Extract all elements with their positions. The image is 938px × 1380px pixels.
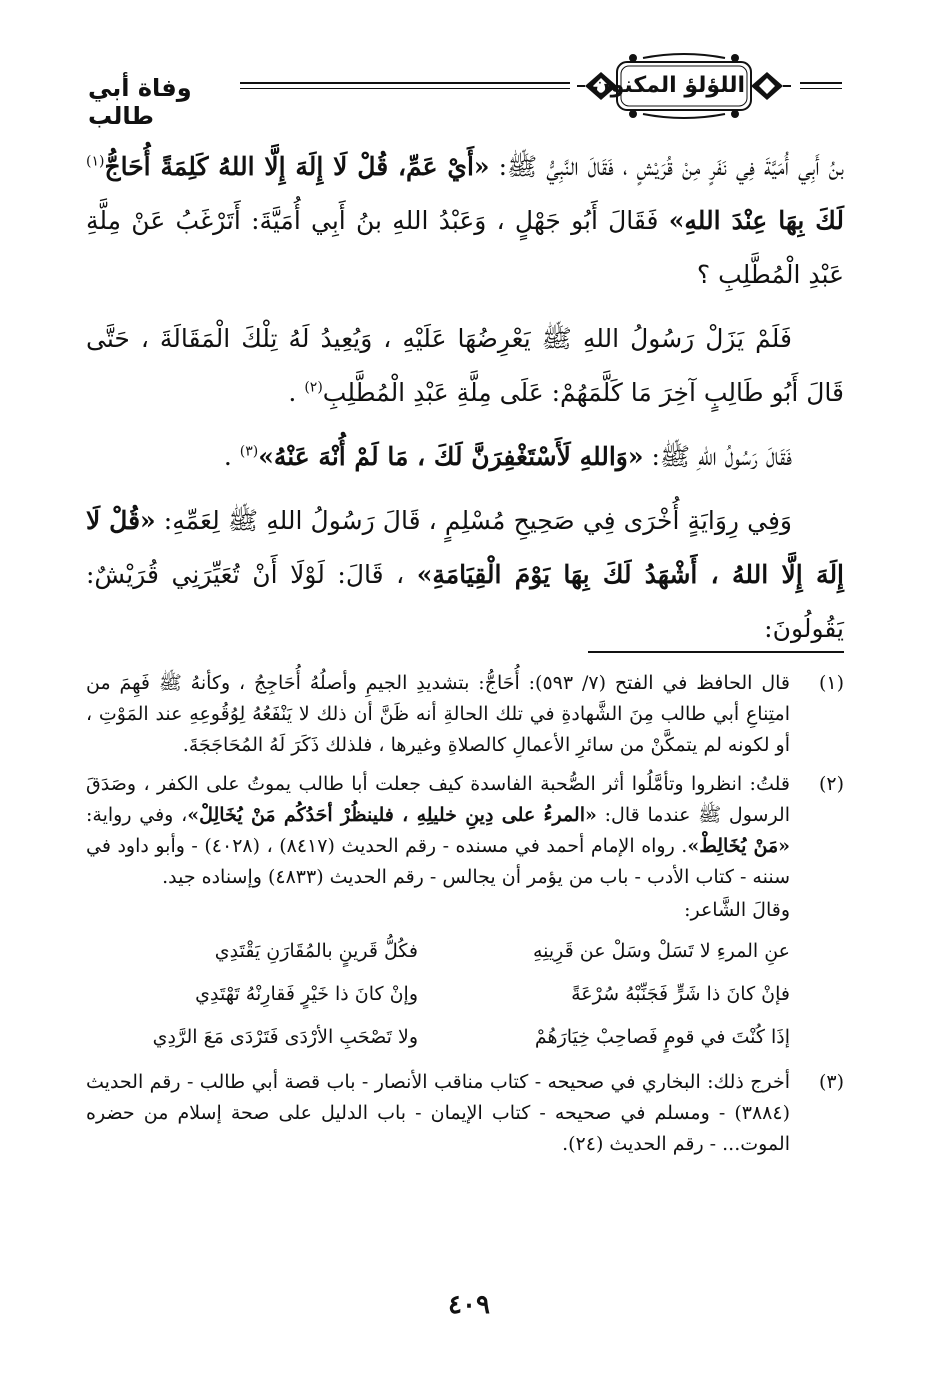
- footnote-number: (١): [818, 672, 844, 694]
- footnote-text: أخرج ذلك: البخاري في صحيحه - كتاب مناقب الأنصار - باب قصة أبي طالب - رقم الحديث (٣٨٨٤) - ومسلم في صحيحه - كتاب الإيمان - باب الدليل على صحة إسلام من حضره الموت... - رقم الحديث (٢٤).: [86, 1071, 790, 1155]
- chapter-title: وفاة أبي طالب: [88, 74, 192, 130]
- prophet-quote: «وَاللهِ لَأَسْتَغْفِرَنَّ لَكَ ، مَا لَمْ أُنْهَ عَنْهُ»: [258, 442, 644, 471]
- prophet-quote: «قُلْ لَا إِلَهَ إِلَّا اللهُ ، أَشْهَدُ لَكَ بِهَا يَوْمَ الْقِيَامَةِ»: [86, 506, 845, 589]
- book-title-ornament: [573, 52, 795, 122]
- header-rule: [800, 88, 842, 89]
- text-run: فَقَالَ رَسُولُ اللهِ ﷺ:: [643, 442, 792, 471]
- poet-intro: وقالَ الشَّاعر:: [684, 899, 790, 921]
- paragraph: [86, 312, 844, 420]
- footnote-text: قال الحافظ في الفتح (٧/ ٥٩٣): أُحَاجُّ: بتشديدِ الجيمِ وأصلُهُ أُحَاجِجُ ، وكأنهُ ﷺ فَهِمَ من امتِناعِ أبي طالب مِنَ الشَّهادةِ في تلك الحالةِ أنه ظَنَّ أن ذلك لا يَنْفَعُهُ لِوُقُوعِهِ عند المَوْتِ ، أو لكونه لم يتمكَّنْ من سائرِ الأعمالِ كالصلاةِ وغيرها ، فلذلك ذَكَرَ لَهُ المُحَاجَجَةَ.: [86, 672, 790, 756]
- footnote-separator: [588, 651, 844, 653]
- prophet-quote: «أَيْ عَمِّ، قُلْ لَا إِلَهَ إِلَّا اللهُ كَلِمَةً أُحَاجُّ: [104, 152, 490, 181]
- poem-verse-second-half: ولا تَصْحَبِ الأرْدَى فَتَرْدَى مَعَ الرَّدِي: [152, 1026, 418, 1048]
- poem-verse-first-half: عنِ المرءِ لا تَسَلْ وسَلْ عن قَرِينِهِ: [532, 940, 790, 962]
- footnote-number: (٢): [818, 773, 844, 795]
- footnote-ref[interactable]: (١): [86, 153, 105, 170]
- main-text: [86, 140, 844, 656]
- text-run: فَقَالَ أَبُو جَهْلٍ ، وَعَبْدُ اللهِ بنُ أَبِي أُمَيَّةَ: أَتَرْغَبُ عَنْ مِلَّةِ عَبْدِ الْمُطَّلِبِ ؟: [86, 206, 844, 289]
- book-title: اللؤلؤ المكنون: [591, 73, 745, 98]
- paragraph: [86, 494, 844, 656]
- prophet-quote-end: لَكَ بِهَا عِنْدَ اللهِ»: [668, 206, 844, 235]
- hadith-quote: «مَنْ يُخَالِطْ»: [687, 835, 791, 857]
- footnote-text: قلتُ: انظروا وتأمَّلُوا أثر الصُّحبة الفاسدة كيف جعلت أبا طالب يموتُ على الكفر ، وصَدَقَ الرسول ﷺ عندما قال:: [86, 773, 791, 826]
- poem-verse-second-half: فكُلُّ قَرينٍ بالمُقَارَنِ يَقْتَدِي: [214, 940, 418, 962]
- poem-verse-first-half: فإنْ كانَ ذا شَرٍّ فَجَنِّبْهُ سُرْعَةً: [571, 983, 790, 1005]
- text-run: فَلَمْ يَزَلْ رَسُولُ اللهِ ﷺ يَعْرِضُهَا عَلَيْهِ ، وَيُعِيدُ لَهُ تِلْكَ الْمَقَالَةَ ، حَتَّى قَالَ أَبُو طَالِبٍ آخِرَ مَا كَلَّمَهُمْ: عَلَى مِلَّةِ عَبْدِ الْمُطَّلِبِ: [86, 324, 844, 407]
- running-header: [88, 52, 842, 132]
- footnote-2: [86, 769, 844, 1059]
- header-rule: [240, 82, 570, 84]
- poem-verse-second-half: وإنْ كانَ ذا خَيْرٍ فَقارِنْهُ تَهْتَدِي: [195, 983, 418, 1005]
- paragraph: [86, 140, 844, 302]
- footnote-3: [86, 1067, 844, 1160]
- header-rule: [240, 88, 570, 89]
- paragraph: [86, 430, 844, 484]
- text-run: بنُ أَبِي أُمَيَّةَ فِي نَفَرٍ مِنْ قُرَيْشٍ ، فَقَالَ النَّبِيُّ ﷺ:: [489, 152, 844, 181]
- footnote-number: (٣): [818, 1071, 844, 1093]
- footnote-ref[interactable]: (٢): [304, 379, 323, 396]
- footnotes: [86, 668, 844, 1160]
- header-rule: [800, 82, 842, 84]
- text-run: .: [288, 378, 305, 407]
- page-number: ٤٠٩: [448, 1290, 490, 1320]
- footnote-ref[interactable]: (٣): [239, 443, 259, 460]
- footnote-1: [86, 668, 844, 761]
- footnote-text: ، وفي رواية:: [86, 804, 188, 826]
- text-run: وَفِي رِوَايَةٍ أُخْرَى فِي صَحِيحِ مُسْلِمٍ ، قَالَ رَسُولُ اللهِ ﷺ لِعَمِّهِ:: [155, 506, 792, 535]
- footnote-text: . رواه الإمام أحمد في مسنده - رقم الحديث (٨٤١٧) ، (٤٠٢٨) - وأبو داود في سننه - كتاب الأدب - باب من يؤمر أن يجالس - رقم الحديث (٤٨٣٣) وإسناده جيد.: [86, 835, 790, 888]
- poem-verse-first-half: إذَا كُنْتَ في قومٍ فَصاحِبْ خِيَارَهُمْ: [534, 1026, 790, 1048]
- hadith-quote: «المرءُ على دِينِ خليلِهِ ، فلينظُرْ أحَدُكُم مَنْ يُخَالِلْ»: [187, 804, 597, 826]
- poem: [86, 930, 790, 1059]
- text-run: .: [223, 442, 240, 471]
- text-run: ، قَالَ: لَوْلَا أَنْ تُعَيِّرَنِي قُرَيْشٌ: يَقُولُونَ:: [86, 560, 844, 643]
